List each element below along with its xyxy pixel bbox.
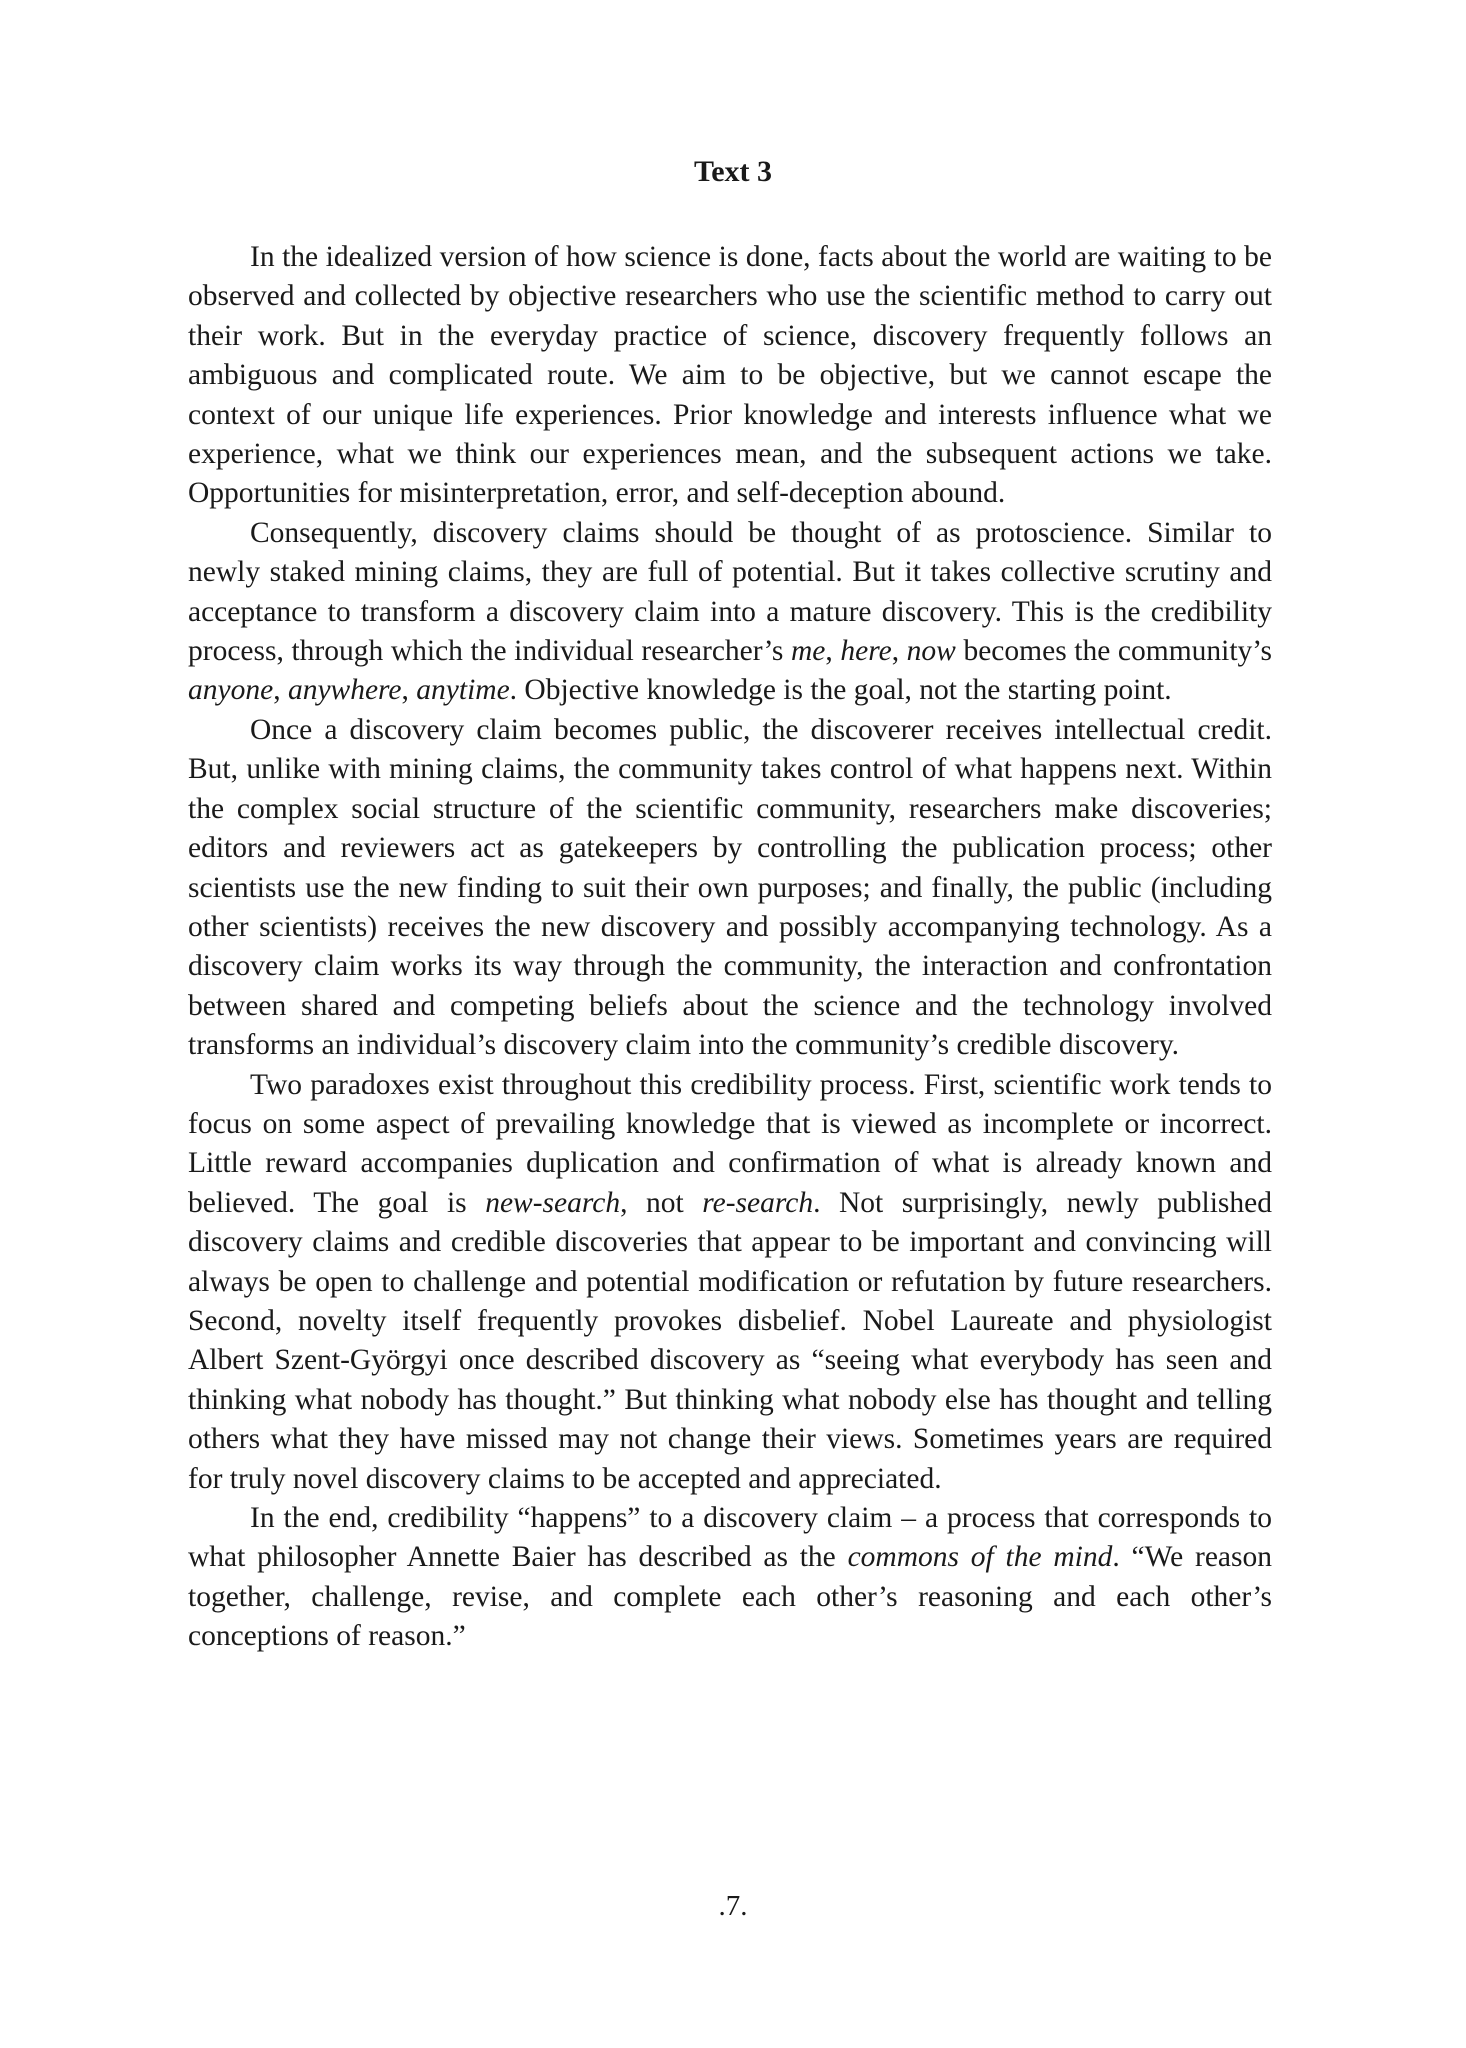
paragraph — [188, 1066, 1272, 1499]
text-run: , — [825, 635, 841, 668]
page-title: Text 3 — [693, 155, 773, 188]
paragraph — [188, 514, 1272, 711]
italic-text: now — [906, 635, 956, 668]
page-number: .7. — [718, 1890, 748, 1922]
text-run: becomes the community’s — [955, 635, 1272, 668]
text-run: . “We reason together, challenge, revise, and complete each other’s reasoning and each other’s conceptions of reason.” — [188, 1541, 1272, 1653]
italic-text: me — [790, 635, 826, 668]
italic-text: commons of the mind — [847, 1541, 1113, 1574]
text-run: . Not surprisingly, newly published discovery claims and credible discoveries that appear to be important and convincing will always be open to challenge and potential modification or refutation by future researchers. Second, novelty itself frequently provokes disbelief. Nobel Laureate and physiologist Albert Szent-Györgyi once described discovery as “seeing what everybody has seen and thinking what nobody has thought.” But thinking what nobody else has thought and telling others what they have missed may not change their views. Sometimes years are required for truly novel discovery claims to be accepted and appreciated. — [188, 1186, 1273, 1495]
paragraph — [188, 1499, 1272, 1657]
paragraph — [188, 238, 1272, 514]
text-run: . Objective knowledge is the goal, not the starting point. — [509, 674, 1172, 707]
text-run: Once a discovery claim becomes public, the discoverer receives intellectual credit. But, unlike with mining claims, the community takes control of what happens next. Within the complex social structure of the scientific community, researchers make discoveries; editors and reviewers act as gatekeepers by controlling the publication process; other scientists use the new finding to suit their own purposes; and finally, the public (including other scientists) receives the new discovery and possibly accompanying technology. As a discovery claim works its way through the community, the interaction and confrontation between shared and competing beliefs about the science and the technology involved transforms an individual’s discovery claim into the community’s credible discovery. — [188, 713, 1272, 1062]
italic-text: anytime — [416, 674, 510, 707]
italic-text: anyone — [188, 674, 274, 707]
text-run: , — [891, 635, 907, 668]
italic-text: re-search — [702, 1186, 814, 1219]
text-run: , — [401, 674, 417, 707]
italic-text: here — [840, 635, 892, 668]
italic-text: anywhere — [287, 674, 402, 707]
text-run: , not — [620, 1186, 703, 1219]
text-run: In the end, credibility “happens” to a discovery claim – a process that corresponds to what philosopher Annette Baier has described as the — [188, 1502, 1272, 1574]
italic-text: new-search — [485, 1186, 621, 1219]
text-run: Two paradoxes exist throughout this credibility process. First, scientific work tends to focus on some aspect of prevailing knowledge that is viewed as incomplete or incorrect. Little reward accompanies duplication and confirmation of what is already known and believed. The goal is — [188, 1068, 1272, 1219]
body-text — [188, 238, 1272, 1657]
text-run: In the idealized version of how science is done, facts about the world are waiting to be observed and collected by objective researchers who use the scientific method to carry out their work. But in the everyday practice of science, discovery frequently follows an ambiguous and complicated route. We aim to be objective, but we cannot escape the context of our unique life experiences. Prior knowledge and interests influence what we experience, what we think our experiences mean, and the subsequent actions we take. Opportunities for misinterpretation, error, and self-deception abound. — [188, 241, 1272, 510]
text-run: , — [273, 674, 288, 707]
text-run: Consequently, discovery claims should be thought of as protoscience. Similar to newly staked mining claims, they are full of potential. But it takes collective scrutiny and acceptance to transform a discovery claim into a mature discovery. This is the credibility process, through which the individual researcher’s — [188, 516, 1272, 668]
paragraph — [188, 711, 1272, 1066]
